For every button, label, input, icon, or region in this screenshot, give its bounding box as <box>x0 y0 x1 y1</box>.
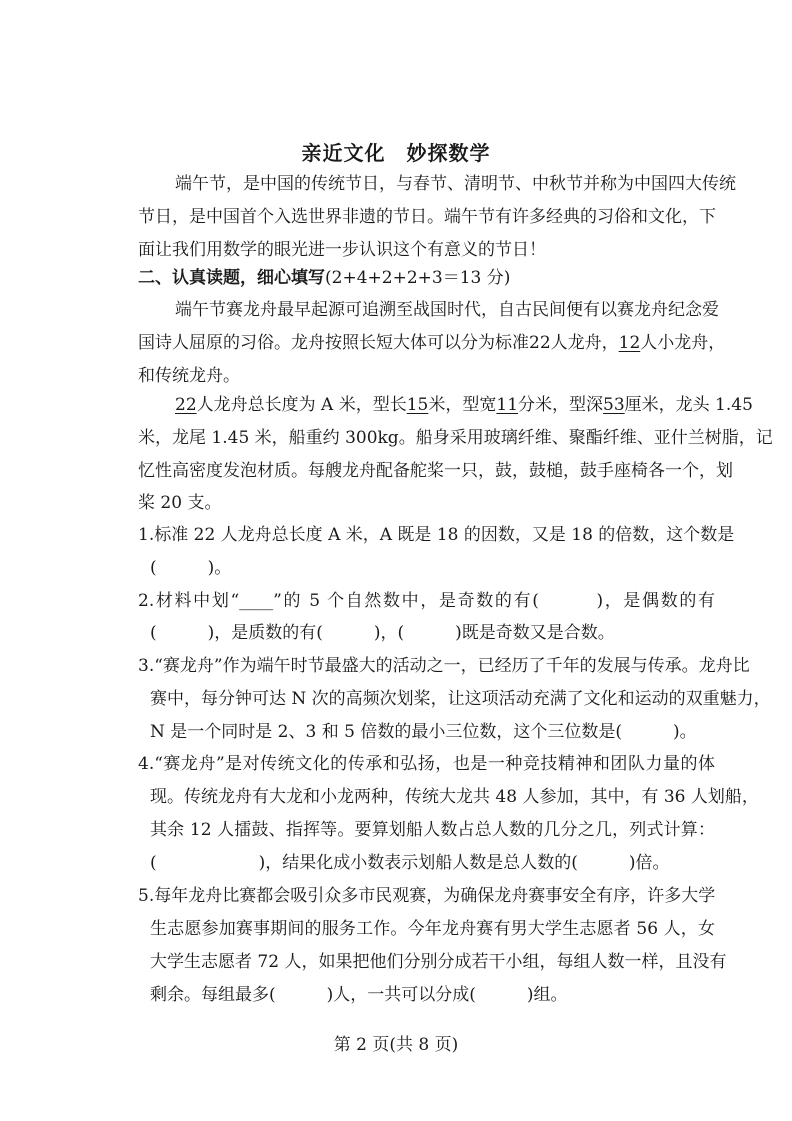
q2-text-b[interactable]: ”的 5 个自然数中，是奇数的有( )，是偶数的有 <box>273 591 715 611</box>
material2-text-3: 分米，型深 <box>518 395 604 415</box>
q4-line-1: 4.“赛龙舟”是对传统文化的传承和弘扬，也是一种竞技精神和团队力量的体 <box>138 754 715 774</box>
intro-line-2: 节日，是中国首个入选世界非遗的节日。端午节有许多经典的习俗和文化，下 <box>138 207 716 227</box>
material1-line-2-end: 人小龙舟， <box>640 333 726 353</box>
q5-answer-line[interactable]: 剩余。每组最多( )人，一共可以分成( )组。 <box>150 985 568 1005</box>
underlined-number-12: 12 <box>618 333 641 353</box>
underlined-number-15: 15 <box>406 395 429 415</box>
material2-line-2: 米，龙尾 1.45 米，船重约 300kg。船身采用玻璃纤维、聚酯纤维、亚什兰树脂，记 <box>138 428 773 448</box>
material1-line-2 <box>138 331 726 355</box>
page-title: 亲近文化 妙探数学 <box>301 141 491 165</box>
material2-line-4: 桨 20 支。 <box>138 493 222 513</box>
q2-text-a: 2.材料中划“ <box>138 591 240 611</box>
q5-line-3: 大学生志愿者 72 人，如果把他们分别分成若干小组，每组人数一样，且没有 <box>150 952 727 972</box>
q1-answer-line[interactable]: ( )。 <box>150 558 232 578</box>
q3-line-1: 3.“赛龙舟”作为端午时节最盛大的活动之一，已经历了千年的发展与传承。龙舟比 <box>138 656 750 676</box>
underlined-number-22: 22 <box>175 395 197 415</box>
material2-text-2: 米，型宽 <box>428 395 497 415</box>
q2-underline-mark: ____ <box>239 591 274 611</box>
q2-line-1 <box>138 589 715 613</box>
q5-line-2: 生志愿参加赛事期间的服务工作。今年龙舟赛有男大学生志愿者 56 人，女 <box>150 919 715 939</box>
section-heading-text: 二、认真读题，细心填写 <box>138 268 325 288</box>
material1-line-3: 和传统龙舟。 <box>138 366 240 386</box>
q1-line-1: 1.标准 22 人龙舟总长度 A 米，A 既是 18 的因数，又是 18 的倍数，这个数是 <box>138 525 735 545</box>
q4-line-3: 其余 12 人擂鼓、指挥等。要算划船人数占总人数的几分之几，列式计算： <box>150 820 715 840</box>
q3-answer-line[interactable]: N 是一个同时是 2、3 和 5 倍数的最小三位数，这个三位数是( )。 <box>150 722 697 742</box>
material1-line-2-text: 国诗人屈原的习俗。龙舟按照长短大体可以分为标准22人龙舟， <box>138 333 619 353</box>
intro-line-3: 面让我们用数学的眼光进一步认识这个有意义的节日！ <box>138 240 546 260</box>
underlined-number-11: 11 <box>496 395 519 415</box>
material2-text-1: 人龙舟总长度为 A 米，型长 <box>196 395 407 415</box>
underlined-number-53: 53 <box>603 395 625 415</box>
section-score: (2+4+2+2+3＝13 分) <box>325 268 511 288</box>
q4-line-2: 现。传统龙舟有大龙和小龙两种，传统大龙共 48 人参加，其中，有 36 人划船， <box>150 787 759 807</box>
q3-line-2: 赛中，每分钟可达 N 次的高频次划桨，让这项活动充满了文化和运动的双重魅力， <box>150 689 771 709</box>
q4-answer-line[interactable]: ( )，结果化成小数表示划船人数是总人数的( )倍。 <box>150 853 670 873</box>
material1-line-1: 端午节赛龙舟最早起源可追溯至战国时代，自古民间便有以赛龙舟纪念爱 <box>175 300 719 320</box>
material2-text-4: 厘米，龙头 1.45 <box>624 395 753 415</box>
page-number-footer: 第 2 页(共 8 页) <box>333 1035 459 1055</box>
q5-line-1: 5.每年龙舟比赛都会吸引众多市民观赛，为确保龙舟赛事安全有序，许多大学 <box>138 886 716 906</box>
q2-answer-line[interactable]: ( )，是质数的有( )，( )既是奇数又是合数。 <box>150 623 615 643</box>
section-heading <box>138 266 510 290</box>
material2-line-3: 忆性高密度发泡材质。每艘龙舟配备舵桨一只，鼓，鼓槌，鼓手座椅各一个，划 <box>138 461 733 481</box>
intro-line-1: 端午节，是中国的传统节日，与春节、清明节、中秋节并称为中国四大传统 <box>175 174 736 194</box>
material2-line-1 <box>175 393 753 417</box>
